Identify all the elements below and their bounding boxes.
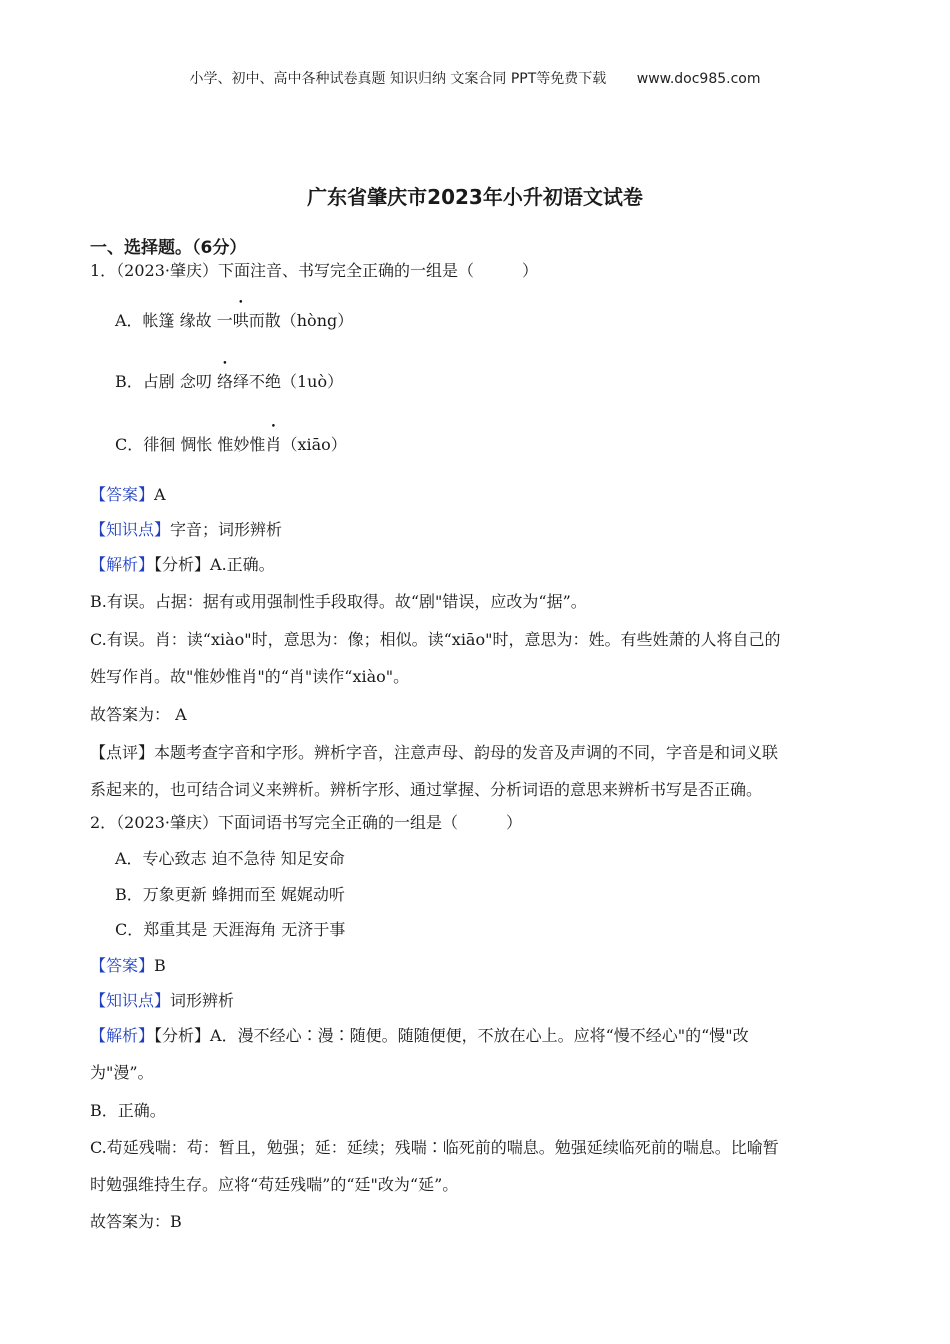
knowledge-tag: 【知识点】 [90, 520, 171, 539]
emphasis-dot-char: 肖 [265, 435, 282, 454]
exam-title: 广东省肇庆市2023年小升初语文试卷 [307, 185, 643, 209]
page-header [0, 68, 950, 88]
q2-analysis-c-line1: C.苟延残喘：苟：暂且，勉强；延：延续；残喘∶临死前的喘息。勉强延续临死前的喘息。比喻暂 [90, 1138, 779, 1157]
section-heading: 一、选择题。（6分） [90, 238, 247, 258]
q1-option-c: C．徘徊 惆怅 惟妙惟肖（xiāo） [115, 432, 347, 455]
q1-analysis-b: B.有误。占据：据有或用强制性手段取得。故“剧"错误，应改为“据”。 [90, 592, 587, 611]
q1-option-a: A．帐篷 缘故 一哄而散（hòng） [115, 308, 353, 331]
q1-comment-line2: 系起来的，也可结合词义来辨析。辨析字形、通过掌握、分析词语的意思来辨析书写是否正确。 [90, 780, 763, 799]
answer-value: B [154, 956, 166, 975]
question-1-stem: 1．（2023·肇庆）下面注音、书写完全正确的一组是（ ） [90, 261, 538, 280]
q2-option-a: A．专心致志 迫不急待 知足安命 [115, 849, 345, 868]
q2-analysis-b: B．正确。 [90, 1101, 166, 1120]
q1-comment-line1: 【点评】本题考查字音和字形。辨析字音，注意声母、韵母的发音及声调的不同，字音是和词义联 [90, 743, 779, 762]
q1-option-b: B．占剧 念叨 络绎不绝（1uò） [115, 369, 343, 392]
header-site[interactable]: www.doc985.com [636, 71, 761, 87]
q2-option-c: C．郑重其是 天涯海角 无济于事 [115, 920, 346, 939]
q2-knowledge-point: 【知识点】词形辨析 [90, 991, 235, 1010]
q1-knowledge-point: 【知识点】字音；词形辨析 [90, 520, 283, 539]
emphasis-dot-char: 哄 [232, 311, 249, 330]
q2-option-b: B．万象更新 蜂拥而至 娓娓动听 [115, 885, 345, 904]
analysis-tag: 【解析】 [90, 555, 155, 574]
q1-final-answer: 故答案为： A [90, 705, 187, 724]
answer-value: A [154, 485, 166, 504]
knowledge-tag: 【知识点】 [90, 991, 171, 1010]
emphasis-dot-char: 络 [216, 372, 233, 391]
analysis-tag: 【解析】 [90, 1026, 155, 1045]
answer-tag: 【答案】 [90, 485, 155, 504]
q2-final-answer: 故答案为：B [90, 1212, 182, 1231]
q1-analysis-c-line2: 姓写作肖。故"惟妙惟肖"的“肖"读作“xiào"。 [90, 667, 410, 686]
q2-analysis-line2: 为"漫”。 [90, 1063, 154, 1082]
q1-analysis: 【解析】【分析】A.正确。 [90, 555, 275, 574]
q1-answer [90, 482, 166, 505]
question-2-stem: 2．（2023·肇庆）下面词语书写完全正确的一组是（ ） [90, 813, 522, 832]
q2-analysis: 【解析】【分析】A．漫不经心∶漫∶随便。随随便便，不放在心上。应将“慢不经心"的“慢"改 [90, 1026, 749, 1045]
q2-analysis-c-line2: 时勉强维持生存。应将“苟廷残喘”的“廷"改为“延”。 [90, 1175, 459, 1194]
answer-tag: 【答案】 [90, 956, 155, 975]
q2-answer [90, 953, 166, 976]
header-text: 小学、初中、高中各种试卷真题 知识归纳 文案合同 PPT等免费下载 [189, 71, 607, 87]
q1-analysis-c-line1: C.有误。肖：读“xiào"时，意思为：像；相似。读“xiāo"时，意思为：姓。有些姓萧的人将自己的 [90, 630, 781, 649]
